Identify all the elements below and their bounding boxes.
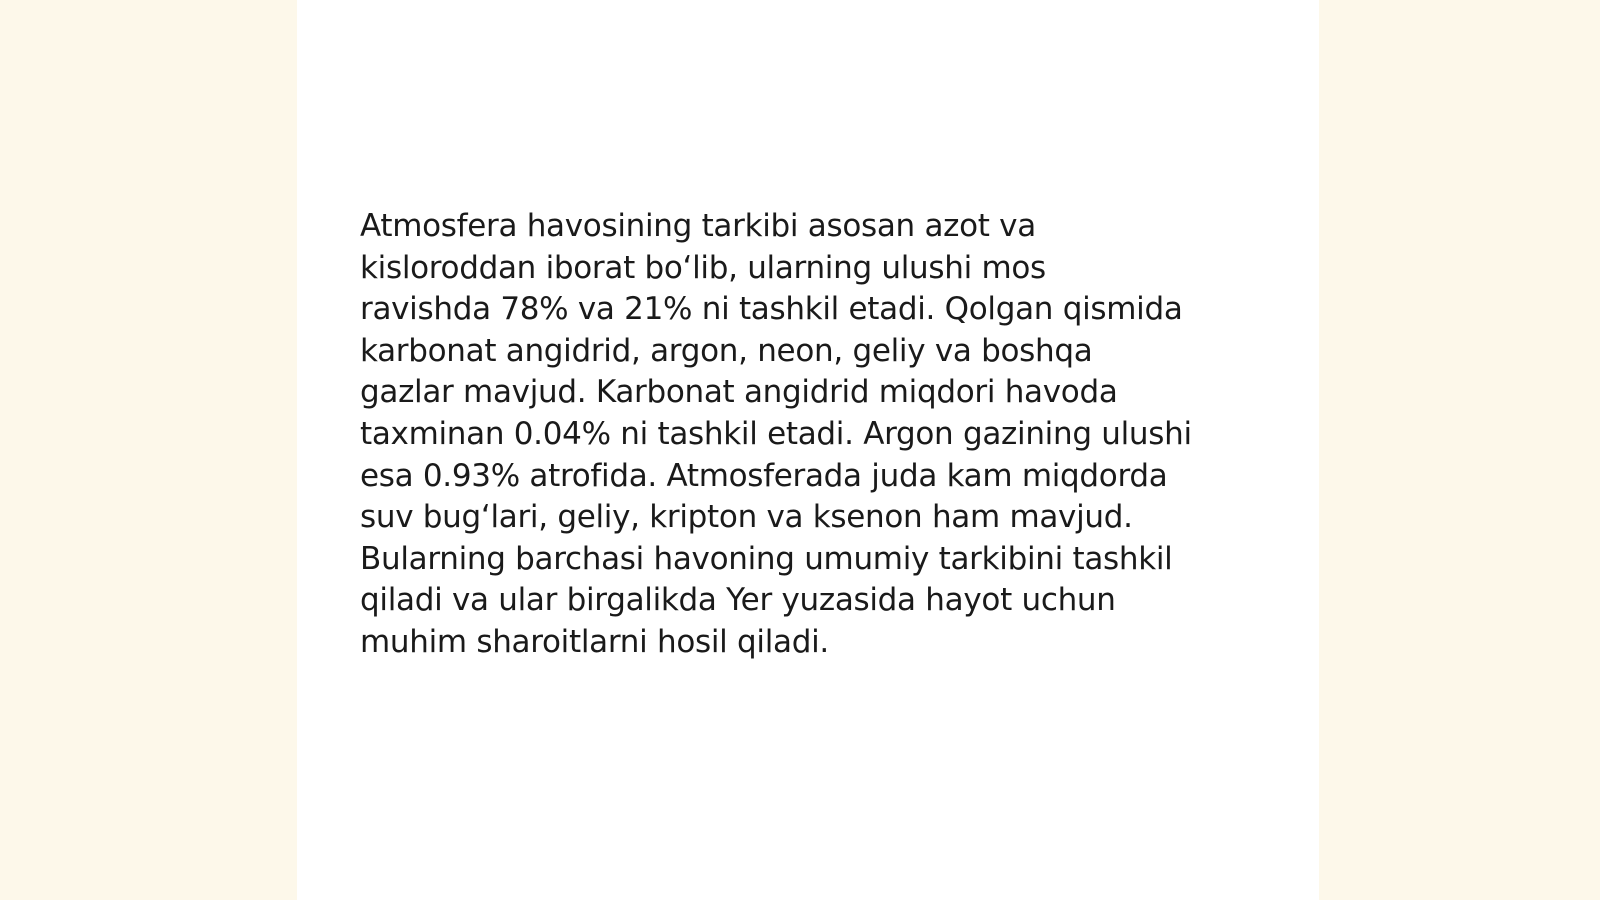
body-paragraph: Atmosfera havosining tarkibi asosan azot va kisloroddan iborat bo‘lib, ularning ulushi mos ravishda 78% va 21% ni tashkil etadi. Qolgan qismida karbonat angidrid, argon, neon, geliy va boshqa gazlar mavjud. Karbonat angidrid miqdori havoda taxminan 0.04% ni tashkil etadi. Argon gazining ulushi esa 0.93% atrofida. Atmosferada juda kam miqdorda suv bug‘lari, geliy, kripton va ksenon ham mavjud. Bularning barchasi havoning umumiy tarkibini tashkil qiladi va ular birgalikda Yer yuzasida hayot uchun muhim sharoitlarni hosil qiladi. xyxy=(360,208,1192,660)
document-page xyxy=(297,0,1319,900)
